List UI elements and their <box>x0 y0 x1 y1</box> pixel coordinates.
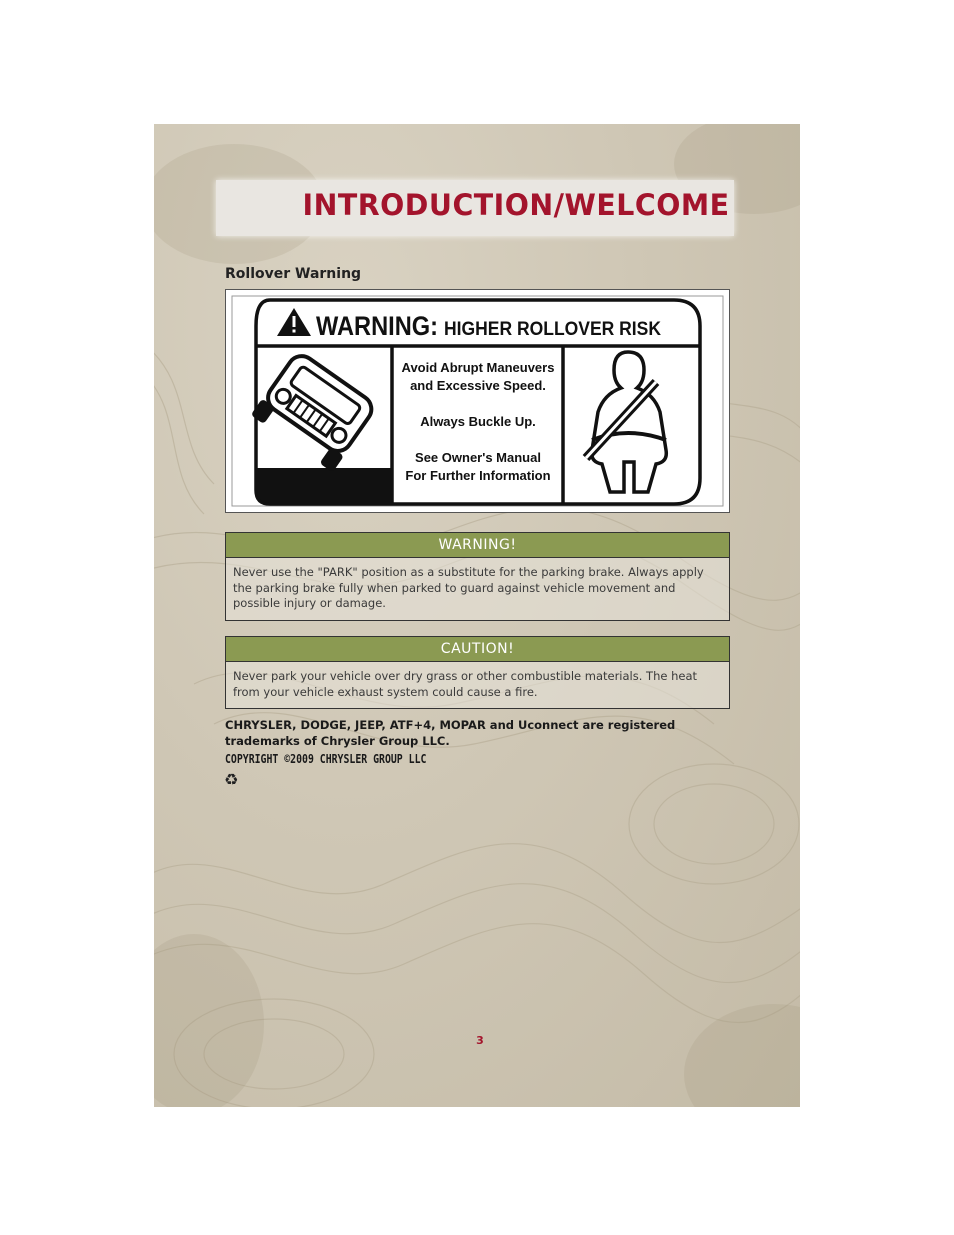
label-line-1: Avoid Abrupt Maneuvers <box>401 360 555 375</box>
label-line-4: See Owner's Manual <box>415 450 541 465</box>
rollover-label-graphic <box>226 290 729 512</box>
trademark-notice: CHRYSLER, DODGE, JEEP, ATF+4, MOPAR and Uconnect are registered trademarks of Chrysler Group LLC. <box>225 718 676 748</box>
label-line-2: and Excessive Speed. <box>410 378 546 393</box>
warning-notice-body: Never use the "PARK" position as a substitute for the parking brake. Always apply the parking brake fully when parked to guard against vehicle movement and possible injury or damage. <box>233 565 704 610</box>
caution-notice-title: CAUTION! <box>226 637 729 662</box>
label-warning-subtitle: HIGHER ROLLOVER RISK <box>444 319 662 340</box>
warning-notice <box>225 532 730 621</box>
page-title: INTRODUCTION/WELCOME <box>302 188 730 222</box>
recycle-icon: ♻ <box>224 770 239 789</box>
caution-notice-body: Never park your vehicle over dry grass or other combustible materials. The heat from your vehicle exhaust system could cause a fire. <box>233 669 698 699</box>
label-warning-word: WARNING: <box>316 311 438 341</box>
caution-notice <box>225 636 730 709</box>
title-banner <box>216 180 734 236</box>
page-number: 3 <box>476 1034 484 1047</box>
label-line-3: Always Buckle Up. <box>420 414 536 429</box>
section-heading: Rollover Warning <box>225 266 362 282</box>
warning-notice-title: WARNING! <box>226 533 729 558</box>
label-line-5: For Further Information <box>405 468 551 483</box>
manual-page <box>154 124 800 1107</box>
copyright-notice: COPYRIGHT ©2009 CHRYSLER GROUP LLC <box>225 752 427 766</box>
rollover-warning-label <box>225 289 730 513</box>
